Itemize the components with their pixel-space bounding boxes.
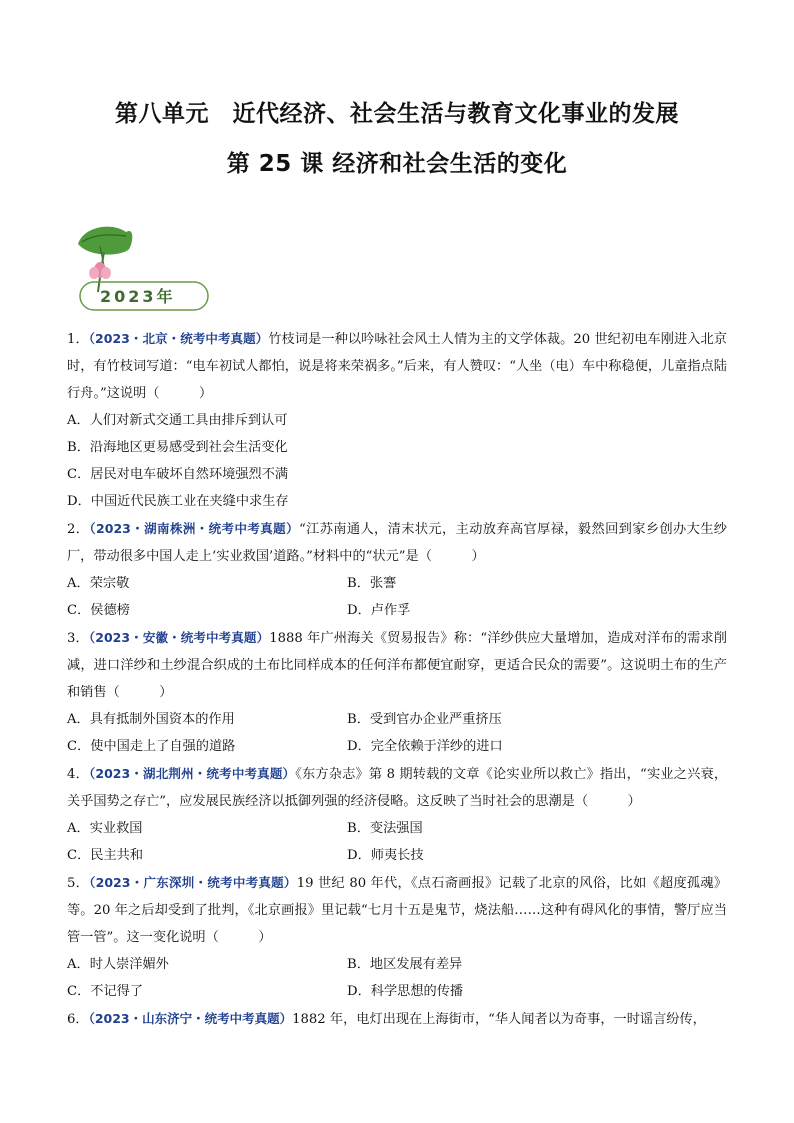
option-list: [67, 570, 727, 624]
answer-option: A．荣宗敬: [67, 576, 130, 591]
question-stem: [67, 1005, 727, 1033]
answer-option: B．变法强国: [347, 821, 423, 836]
answer-option: C．不记得了: [67, 984, 144, 999]
answer-option: B．地区发展有差异: [347, 957, 463, 972]
question-source-tag: （2023・广东深圳・统考中考真题）: [89, 875, 297, 890]
question-text: 19 世纪 80 年代，《点石斋画报》记载了北京的风俗，比如《超度孤魂》等。20 年之后却受到了批判，《北京画报》里记载“七月十五是鬼节，烧法船……这种有碍风化的事情，警厅应当管一管”。这一变化说明（ ）: [67, 876, 728, 945]
question-number: 6．: [67, 1012, 89, 1027]
option-list: [67, 706, 727, 760]
lesson-title: 第 25 课 经济和社会生活的变化: [226, 151, 568, 177]
question-stem: [67, 624, 727, 706]
question-number: 3．: [67, 631, 89, 646]
question-text: “江苏南通人，清末状元，主动放弃高官厚禄，毅然回到家乡创办大生纱厂，带动很多中国人走上‘实业救国’道路。”材料中的“状元”是（ ）: [67, 522, 727, 564]
question-text: 1882 年，电灯出现在上海街市，“华人闻者以为奇事，一时谣言纷传，: [292, 1012, 706, 1027]
answer-option: A．实业救国: [67, 821, 143, 836]
answer-option: C．侯德榜: [67, 603, 130, 618]
option-list: [67, 951, 727, 1005]
question-source-tag: （2023・北京・统考中考真题）: [88, 331, 269, 346]
question-stem: [67, 869, 727, 951]
answer-option: D．卢作孚: [347, 603, 411, 618]
answer-option: B．沿海地区更易感受到社会生活变化: [67, 440, 288, 455]
question-source-tag: （2023・安徽・统考中考真题）: [88, 630, 270, 645]
question-number: 2．: [67, 522, 90, 537]
question-number: 4．: [67, 767, 89, 782]
question-text: 竹枝词是一种以吟咏社会风土人情为主的文学体裁。20 世纪初电车刚进入北京时，有竹枝词写道：“电车初试人都怕，说是将来荣祸多。”后来，有人赞叹：“人坐（电）车中称稳便，儿童指点陆行舟。”这说明（ ）: [67, 332, 727, 401]
question-source-tag: （2023・湖南株洲・统考中考真题）: [89, 521, 299, 536]
option-list: [67, 815, 727, 869]
unit-title: 第八单元 近代经济、社会生活与教育文化事业的发展: [115, 101, 679, 127]
question-text: 1888 年广州海关《贸易报告》称：“洋纱供应大量增加，造成对洋布的需求削减，进口洋纱和土纱混合织成的土布比同样成本的任何洋布都便宜耐穿，更适合民众的需要”。这说明土布的生产和销售（ ）: [67, 631, 727, 700]
question-stem: [67, 760, 727, 815]
answer-option: D．师夷长技: [347, 848, 424, 863]
question-stem: [67, 515, 727, 570]
year-badge: [70, 222, 212, 312]
question-source-tag: （2023・山东济宁・统考中考真题）: [88, 1011, 293, 1026]
question-source-tag: （2023・湖北荆州・统考中考真题）: [88, 766, 296, 781]
question-stem: [67, 325, 727, 407]
question-text: 《东方杂志》第 8 期转载的文章《论实业所以救亡》指出，“实业之兴衰，关乎国势之存亡”，应发展民族经济以抵御列强的经济侵略。这反映了当时社会的思潮是（ ）: [67, 767, 728, 809]
question-number: 5．: [67, 876, 90, 891]
question-list: [67, 325, 727, 1033]
answer-option: A．人们对新式交通工具由排斥到认可: [67, 413, 288, 428]
question-item: [67, 624, 727, 760]
answer-option: D．完全依赖于洋纱的进口: [347, 739, 503, 754]
question-item: [67, 325, 727, 515]
answer-option: B．张謇: [347, 576, 397, 591]
question-item: [67, 515, 727, 624]
answer-option: A．时人崇洋媚外: [67, 957, 169, 972]
answer-option: A．具有抵制外国资本的作用: [67, 712, 235, 727]
answer-option: C．民主共和: [67, 848, 144, 863]
answer-option: C．居民对电车破坏自然环境强烈不满: [67, 467, 289, 482]
option-list: [67, 407, 727, 515]
answer-option: D．科学思想的传播: [347, 984, 464, 999]
question-number: 1．: [67, 332, 89, 347]
answer-option: B．受到官办企业严重挤压: [347, 712, 502, 727]
question-item: [67, 869, 727, 1005]
question-item: [67, 1005, 727, 1033]
year-label: 2023年: [100, 287, 176, 306]
question-item: [67, 760, 727, 869]
answer-option: D．中国近代民族工业在夹缝中求生存: [67, 494, 289, 509]
answer-option: C．使中国走上了自强的道路: [67, 739, 236, 754]
